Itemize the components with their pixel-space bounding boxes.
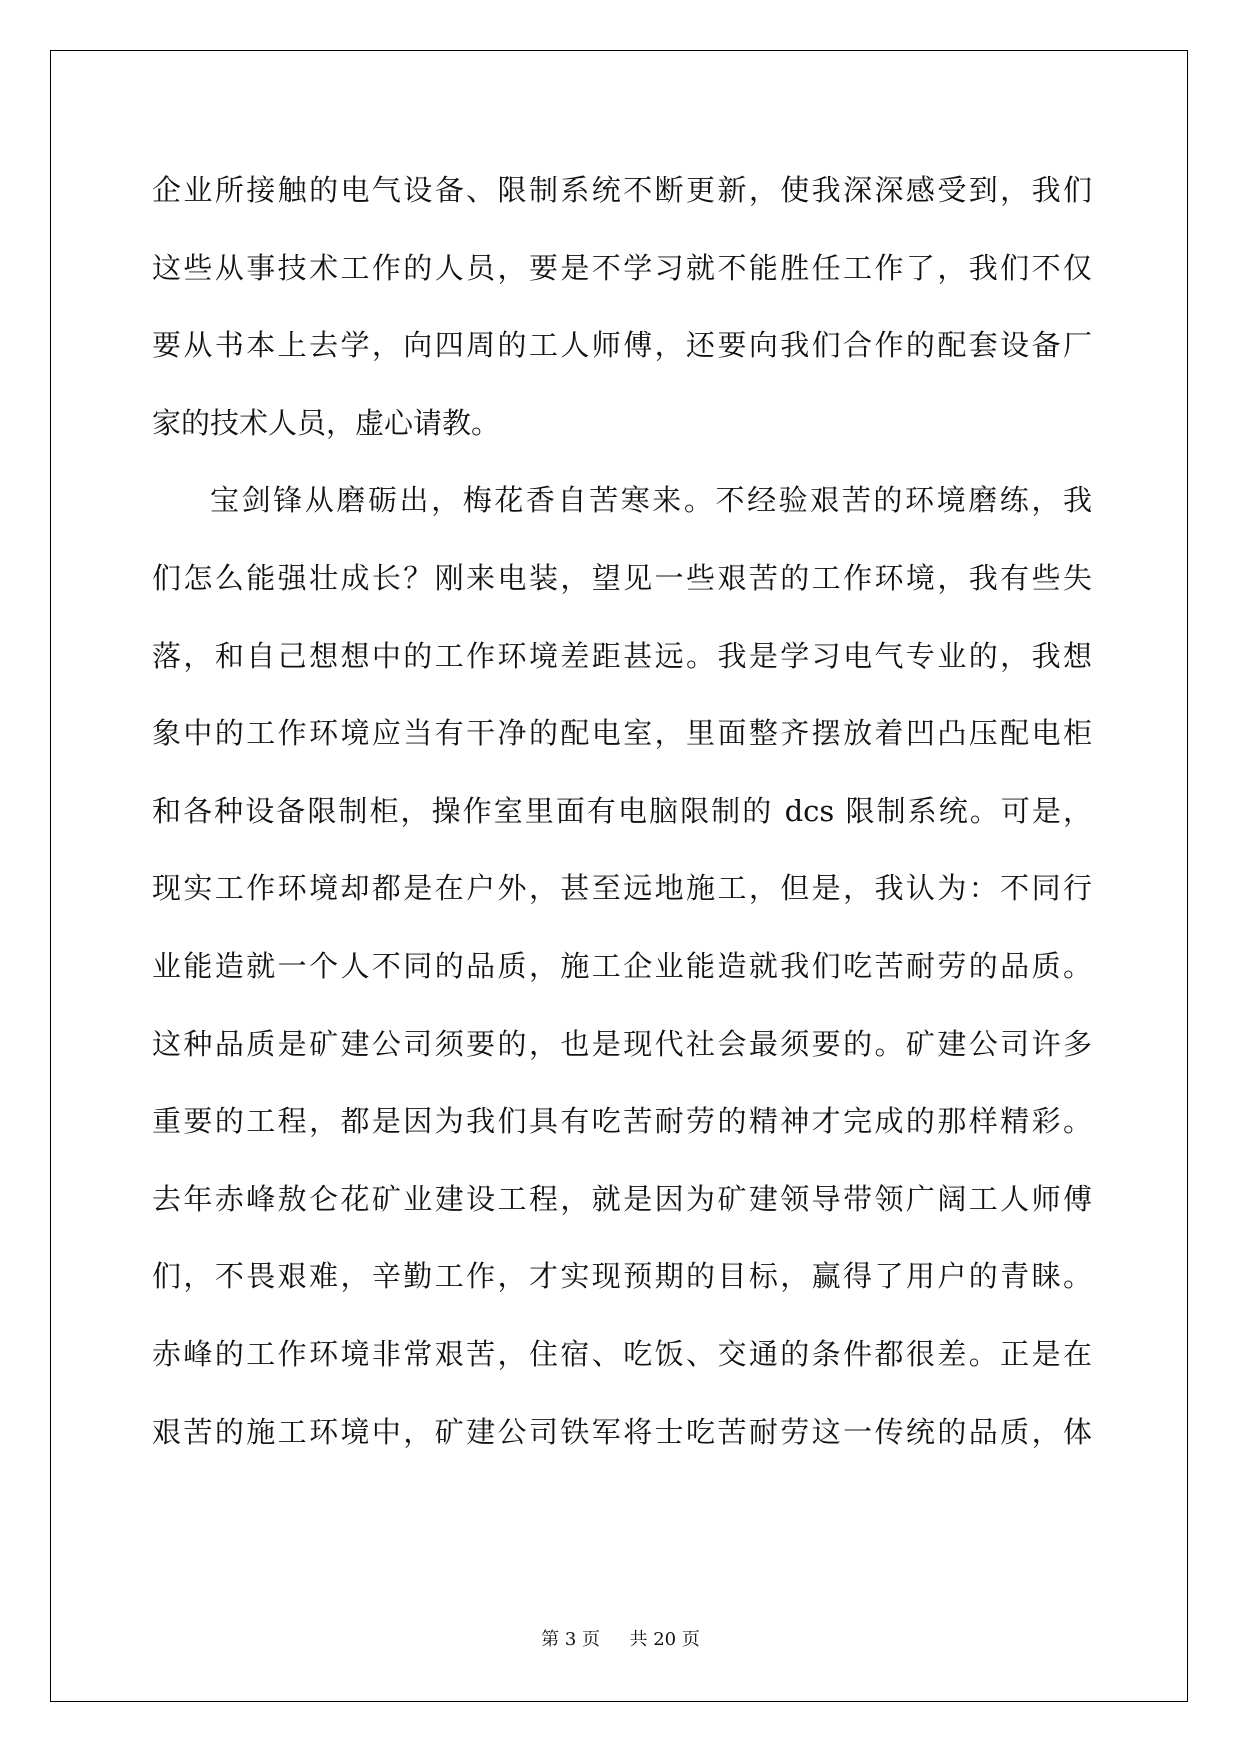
text-line: 重要的工程，都是因为我们具有吃苦耐劳的精神才完成的那样精彩。 bbox=[152, 1104, 1092, 1139]
text-line: 们，不畏艰难，辛勤工作，才实现预期的目标，赢得了用户的青睐。 bbox=[152, 1259, 1092, 1294]
text-line: 象中的工作环境应当有干净的配电室，里面整齐摆放着凹凸压配电柜 bbox=[152, 716, 1092, 751]
text-line: 现实工作环境却都是在户外，甚至远地施工，但是，我认为：不同行 bbox=[152, 871, 1092, 906]
text-line: 们怎么能强壮成长？刚来电装，望见一些艰苦的工作环境，我有些失 bbox=[152, 560, 1092, 595]
text-line: 赤峰的工作环境非常艰苦，住宿、吃饭、交通的条件都很差。正是在 bbox=[152, 1336, 1092, 1371]
text-line: 企业所接触的电气设备、限制系统不断更新，使我深深感受到，我们 bbox=[152, 173, 1092, 207]
page-number: 第 3 页 bbox=[541, 1629, 601, 1650]
text-line: 去年赤峰敖仑花矿业建设工程，就是因为矿建领导带领广阔工人师傅 bbox=[152, 1181, 1092, 1216]
text-line: 要从书本上去学，向四周的工人师傅，还要向我们合作的配套设备厂 bbox=[152, 328, 1092, 363]
page-total: 共 20 页 bbox=[629, 1629, 700, 1650]
text-line: 宝剑锋从磨砺出，梅花香自苦寒来。不经验艰苦的环境磨练，我 bbox=[210, 483, 1092, 518]
text-line: 这些从事技术工作的人员，要是不学习就不能胜任工作了，我们不仅 bbox=[152, 250, 1092, 285]
text-line: 艰苦的施工环境中，矿建公司铁军将士吃苦耐劳这一传统的品质，体 bbox=[152, 1414, 1092, 1449]
text-line: 落，和自己想想中的工作环境差距甚远。我是学习电气专业的，我想 bbox=[152, 638, 1092, 673]
text-line: 家的技术人员，虚心请教。 bbox=[152, 405, 501, 440]
page-footer bbox=[0, 1625, 1241, 1651]
text-line: 和各种设备限制柜，操作室里面有电脑限制的 dcs 限制系统。可是， bbox=[152, 793, 1092, 828]
text-line: 业能造就一个人不同的品质，施工企业能造就我们吃苦耐劳的品质。 bbox=[152, 948, 1092, 983]
document-body bbox=[152, 152, 1092, 1471]
text-line: 这种品质是矿建公司须要的，也是现代社会最须要的。矿建公司许多 bbox=[152, 1026, 1092, 1061]
